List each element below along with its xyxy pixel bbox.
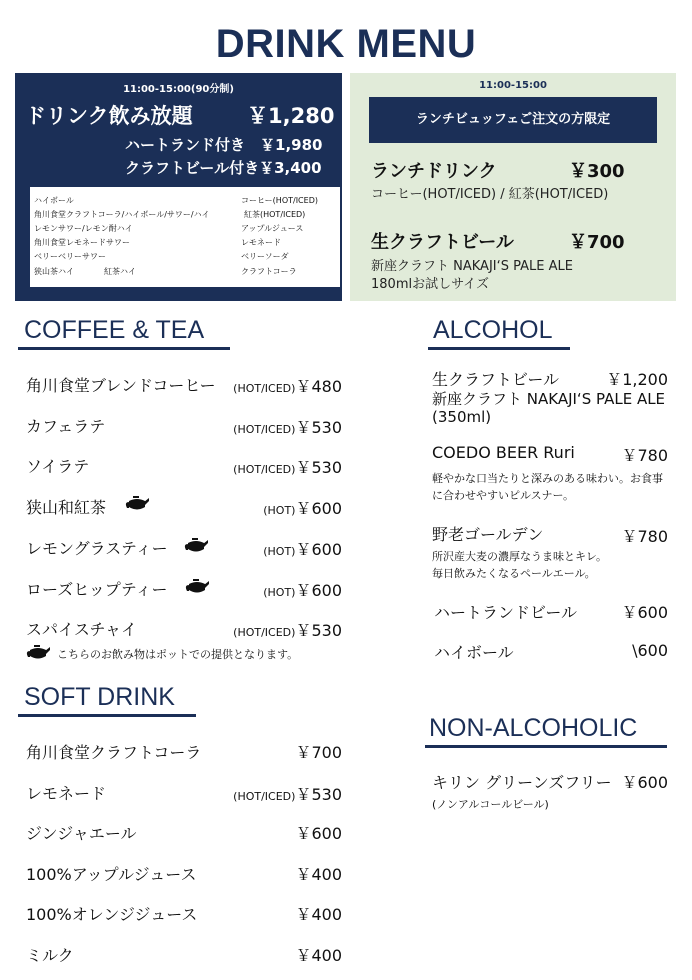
pot-service-note: こちらのお飲み物はポットでの提供となります。: [57, 648, 299, 661]
non-alcoholic-heading: NON-ALCOHOLIC: [429, 714, 638, 742]
list-item: 角川食堂クラフトコーラ/ハイボール/サワー/ハイ: [34, 210, 210, 219]
menu-item-price: (HOT)￥600: [263, 540, 342, 559]
non-alcoholic-underline: [425, 745, 667, 748]
free-flow-option-craft: クラフトビール付き￥3,400: [125, 159, 322, 177]
lunch-beer-name: 生クラフトビール: [371, 232, 514, 253]
soft-drink-heading: SOFT DRINK: [24, 683, 175, 711]
menu-item-price: ￥780: [621, 446, 668, 465]
menu-item-price: (HOT/ICED)￥530: [233, 785, 342, 804]
menu-item-desc: 軽やかな口当たりと深みのある味わい。お食事: [432, 472, 663, 485]
menu-item-desc: 新座クラフト NAKAJI‘S PALE ALE: [432, 390, 666, 408]
menu-item-desc: (350ml): [432, 408, 492, 426]
list-item: ベリーベリーサワー: [34, 252, 106, 261]
menu-item-price: (HOT/ICED)￥530: [233, 418, 342, 437]
lunch-drink-desc: コーヒー(HOT/ICED) / 紅茶(HOT/ICED): [371, 187, 609, 202]
menu-item-price: ￥600: [621, 773, 668, 792]
lunch-panel: [350, 73, 676, 301]
menu-item-price: ￥400: [295, 905, 342, 924]
lunch-beer-price: ￥700: [569, 232, 625, 253]
menu-item-name: スパイスチャイ: [26, 620, 138, 639]
list-item: 狭山茶ハイ: [34, 267, 74, 276]
lunch-drink-price: ￥300: [569, 161, 625, 182]
list-item: ベリーソーダ: [241, 252, 289, 261]
menu-item-price: (HOT)￥600: [263, 581, 342, 600]
alcohol-underline: [428, 347, 570, 350]
free-flow-drink-list: [30, 187, 340, 287]
free-flow-option-heartland: ハートランド付き ￥1,980: [125, 136, 323, 154]
list-item: 角川食堂レモネードサワー: [34, 238, 130, 247]
menu-item-name: COEDO BEER Ruri: [432, 443, 575, 462]
menu-item-price: (HOT/ICED)￥480: [233, 377, 342, 396]
lunch-beer-desc: 新座クラフト NAKAJI‘S PALE ALE: [371, 259, 573, 274]
menu-item-desc: (ノンアルコールビール): [432, 798, 549, 811]
menu-item-price: \600: [632, 641, 668, 660]
list-item: レモンサワー/レモン酎ハイ: [34, 224, 133, 233]
menu-item-price: (HOT)￥600: [263, 499, 342, 518]
list-item: アップルジュース: [241, 224, 304, 233]
menu-item-name: 生クラフトビール: [432, 370, 560, 389]
menu-item-name: ジンジャエール: [26, 824, 137, 843]
menu-item-name: 100%アップルジュース: [26, 865, 197, 884]
menu-item-name: キリン グリーンズフリー: [432, 773, 612, 792]
menu-item-name: ローズヒップティー: [26, 580, 168, 599]
soft-drink-underline: [18, 714, 196, 717]
menu-item-price: ￥400: [295, 946, 342, 965]
menu-item-price: ￥400: [295, 865, 342, 884]
free-flow-price: ￥1,280: [247, 104, 335, 128]
menu-item-desc: に合わせやすいピルスナー。: [432, 489, 575, 502]
menu-item-name: 野老ゴールデン: [432, 525, 544, 544]
lunch-banner: ランチビュッフェご注文の方限定: [369, 97, 657, 143]
menu-item-name: カフェラテ: [26, 417, 106, 436]
free-flow-panel: [15, 73, 342, 301]
menu-item-price: ￥600: [621, 603, 668, 622]
menu-item-name: 100%オレンジジュース: [26, 905, 198, 924]
menu-item-price: ￥1,200: [606, 370, 668, 389]
menu-item-name: ハイボール: [434, 643, 514, 662]
menu-item-desc: 毎日飲みたくなるペールエール。: [432, 567, 596, 580]
menu-item-name: 角川食堂クラフトコーラ: [26, 743, 202, 762]
teapot-icon: [124, 493, 150, 513]
menu-item-name: 角川食堂ブレンドコーヒー: [26, 376, 216, 395]
menu-item-desc: 所沢産大麦の濃厚なうま味とキレ。: [432, 550, 608, 563]
menu-item-name: ハートランドビール: [434, 603, 578, 622]
menu-item-price: (HOT/ICED)￥530: [233, 621, 342, 640]
free-flow-plan: ドリンク飲み放題: [25, 104, 193, 128]
list-item: クラフトコーラ: [241, 267, 297, 276]
free-flow-time: 11:00-15:00(90分制): [123, 84, 234, 95]
coffee-tea-heading: COFFEE & TEA: [24, 316, 205, 344]
list-item: 紅茶ハイ: [104, 267, 136, 276]
lunch-drink-name: ランチドリンク: [371, 161, 497, 182]
lunch-time: 11:00-15:00: [479, 80, 547, 91]
coffee-tea-underline: [18, 347, 230, 350]
menu-item-name: レモネード: [26, 784, 107, 803]
menu-item-price: (HOT/ICED)￥530: [233, 458, 342, 477]
teapot-icon: [25, 642, 51, 662]
menu-item-name: ソイラテ: [26, 457, 90, 476]
menu-item-name: 狭山和紅茶: [26, 498, 107, 517]
menu-item-price: ￥780: [621, 527, 668, 546]
list-item: レモネード: [241, 238, 281, 247]
list-item: 紅茶(HOT/ICED): [244, 210, 306, 219]
alcohol-heading: ALCOHOL: [433, 316, 553, 344]
list-item: コーヒー(HOT/ICED): [241, 196, 318, 205]
page-title: DRINK MENU: [215, 22, 477, 66]
menu-item-name: ミルク: [26, 946, 74, 965]
menu-item-name: レモングラスティー: [26, 539, 168, 558]
list-item: ハイボール: [34, 196, 74, 205]
menu-item-price: ￥600: [295, 824, 342, 843]
lunch-beer-size: 180mlお試しサイズ: [371, 277, 490, 292]
menu-item-price: ￥700: [295, 743, 342, 762]
